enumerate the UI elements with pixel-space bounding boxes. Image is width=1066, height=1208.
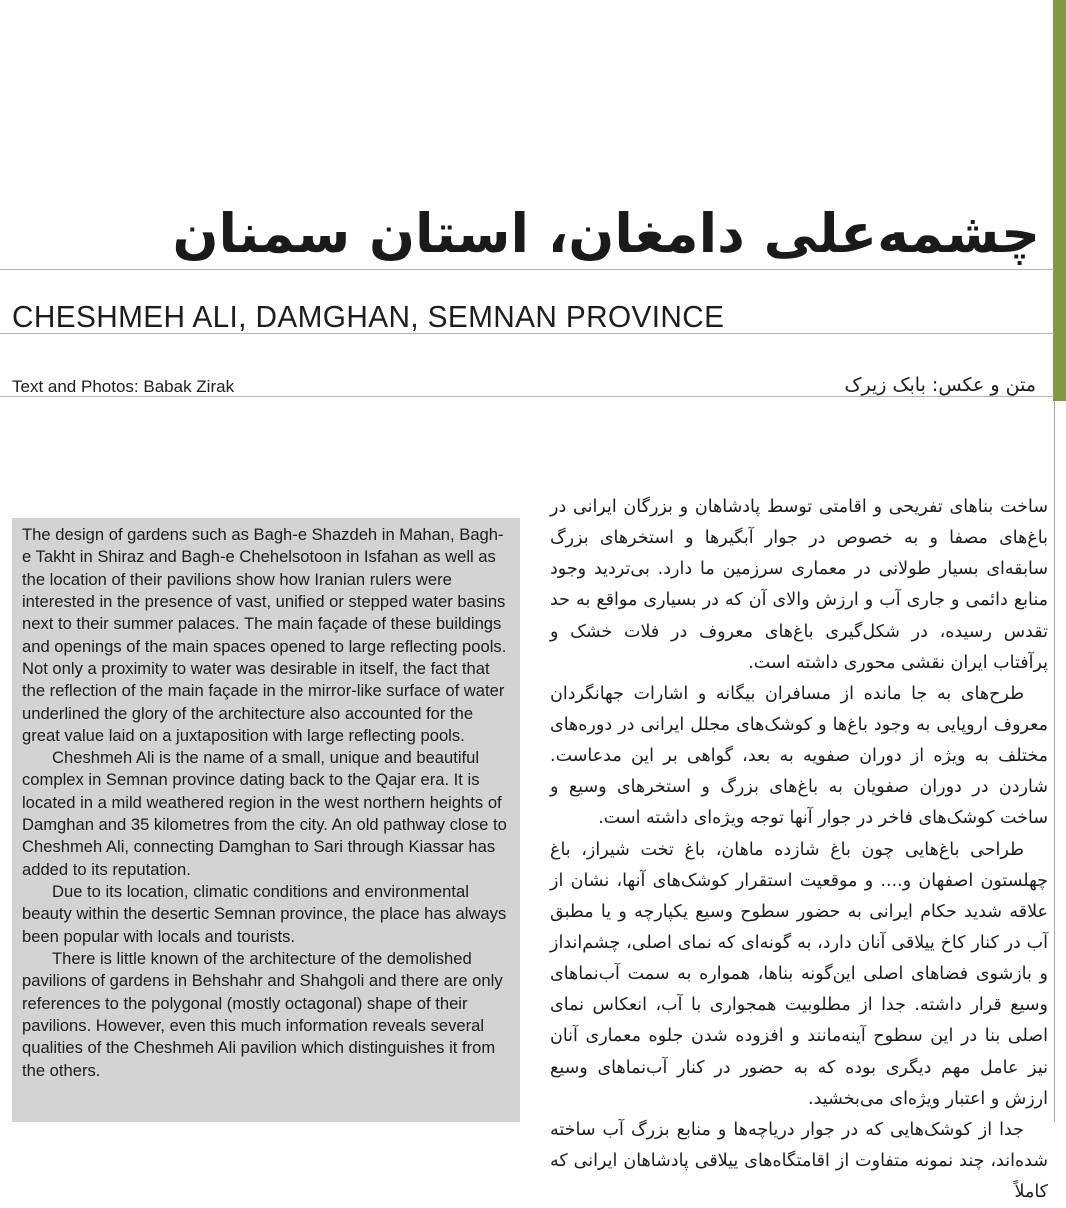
page-title-english: CHESHMEH ALI, DAMGHAN, SEMNAN PROVINCE <box>12 299 725 334</box>
article-column-english <box>12 518 520 1122</box>
byline-english: Text and Photos: Babak Zirak <box>12 377 235 396</box>
masthead-rule-top <box>0 269 1054 270</box>
article-paragraph: The design of gardens such as Bagh-e Shazdeh in Mahan, Bagh-e Takht in Shiraz and Bagh-e Chehelsotoon in Isfahan as well as the location of their pavilions show how Iranian rulers were interested in the presence of vast, unified or stepped water basins next to their summer palaces. The main façade of these buildings and openings of the main spaces opened to large reflecting pools. Not only a proximity to water was desirable in itself, the fact that the reflection of the main façade in the mirror-like surface of water underlined the glory of the architecture also accounted for the great value laid on a juxtaposition with large reflecting pools. <box>22 525 507 745</box>
page-title-persian: چشمه‌علی دامغان، استان سمنان <box>172 202 1040 265</box>
article-paragraph: There is little known of the architecture of the demolished pavilions of gardens in Behshahr and Shahgoli and there are only references to the polygonal (mostly octagonal) shape of their pavilions. However, even this much information reveals several qualities of the Cheshmeh Ali pavilion which distinguishes it from the others. <box>22 948 503 1080</box>
article-paragraph: جدا از کوشک‌هایی که در جوار دریاچه‌ها و منابع بزرگ آب ساخته شده‌اند، چند نمونه متفاوت از اقامتگاه‌های ییلاقی پادشاهان ایرانی که کاملاً <box>550 1119 1048 1203</box>
masthead <box>0 0 1054 500</box>
accent-green-bar <box>1053 0 1066 401</box>
byline-persian: متن و عکس: بابک زیرک <box>844 374 1036 396</box>
right-edge-rule <box>1054 401 1055 1122</box>
article-paragraph: Due to its location, climatic conditions and environmental beauty within the desertic Semnan province, the place has always been popular with locals and tourists. <box>22 882 507 946</box>
article-paragraph: ساخت بناهای تفریحی و اقامتی توسط پادشاهان و بزرگان ایرانی در باغ‌های مصفا و به خصوص در جوار آبگیرها و استخرهای بزرگ سابقه‌ای بسیار طولانی در معماری سرزمین ما دارد. بی‌تردید وجود منابع دائمی و جاری آب و ارزش والای آن که در بسیاری مواقع به حد تقدس رسیده، در شکل‌گیری باغ‌های معروف در فلات خشک و پرآفتاب ایران نقشی محوری داشته است. <box>550 497 1048 673</box>
article-column-persian <box>550 492 1048 1203</box>
article-paragraph: طراحی باغ‌هایی چون باغ شازده ماهان، باغ تخت شیراز، باغ چهلستون اصفهان و.... و موقعیت استقرار کوشک‌های آنها، نشان از علاقه شدید حکام ایرانی به حضور سطوح وسیع یکپارچه و یا مطبق آب در کنار کاخ ییلاقی آنان دارد، به گونه‌ای که نمای اصلی، چشم‌انداز و بازشوی فضاهای اصلی این‌گونه بناها، همواره به سمت آب‌نماهای وسیع قرار داشته. جدا از مطلوبیت همجواری با آب، انعکاس نمای اصلی بنا در این سطوح آینه‌مانند و افزوده شدن جلوه معماری آنان نیز عامل مهم دیگری بوده که به حضور در کنار آب‌نماهای وسیع ارزش و اعتبار ویژه‌ای می‌بخشید. <box>550 839 1048 1109</box>
article-paragraph: طرح‌های به جا مانده از مسافران بیگانه و اشارات جهانگردان معروف اروپایی به وجود باغ‌ها و کوشک‌های مجلل ایرانی در دوره‌های مختلف به ویژه از دوران صفویه به بعد، گواهی بر این مدعاست. شاردن در دوران صفویان به باغ‌های بزرگ و استخرهای وسیع و ساخت کوشک‌های فاخر در جوار آنها توجه ویژه‌ای داشته است. <box>550 683 1048 829</box>
article-paragraph: Cheshmeh Ali is the name of a small, unique and beautiful complex in Semnan province dating back to the Qajar era. It is located in a mild weathered region in the west northern heights of Damghan and 35 kilometres from the city. An old pathway close to Cheshmeh Ali, connecting Damghan to Sari through Kiassar has added to its reputation. <box>22 748 507 879</box>
